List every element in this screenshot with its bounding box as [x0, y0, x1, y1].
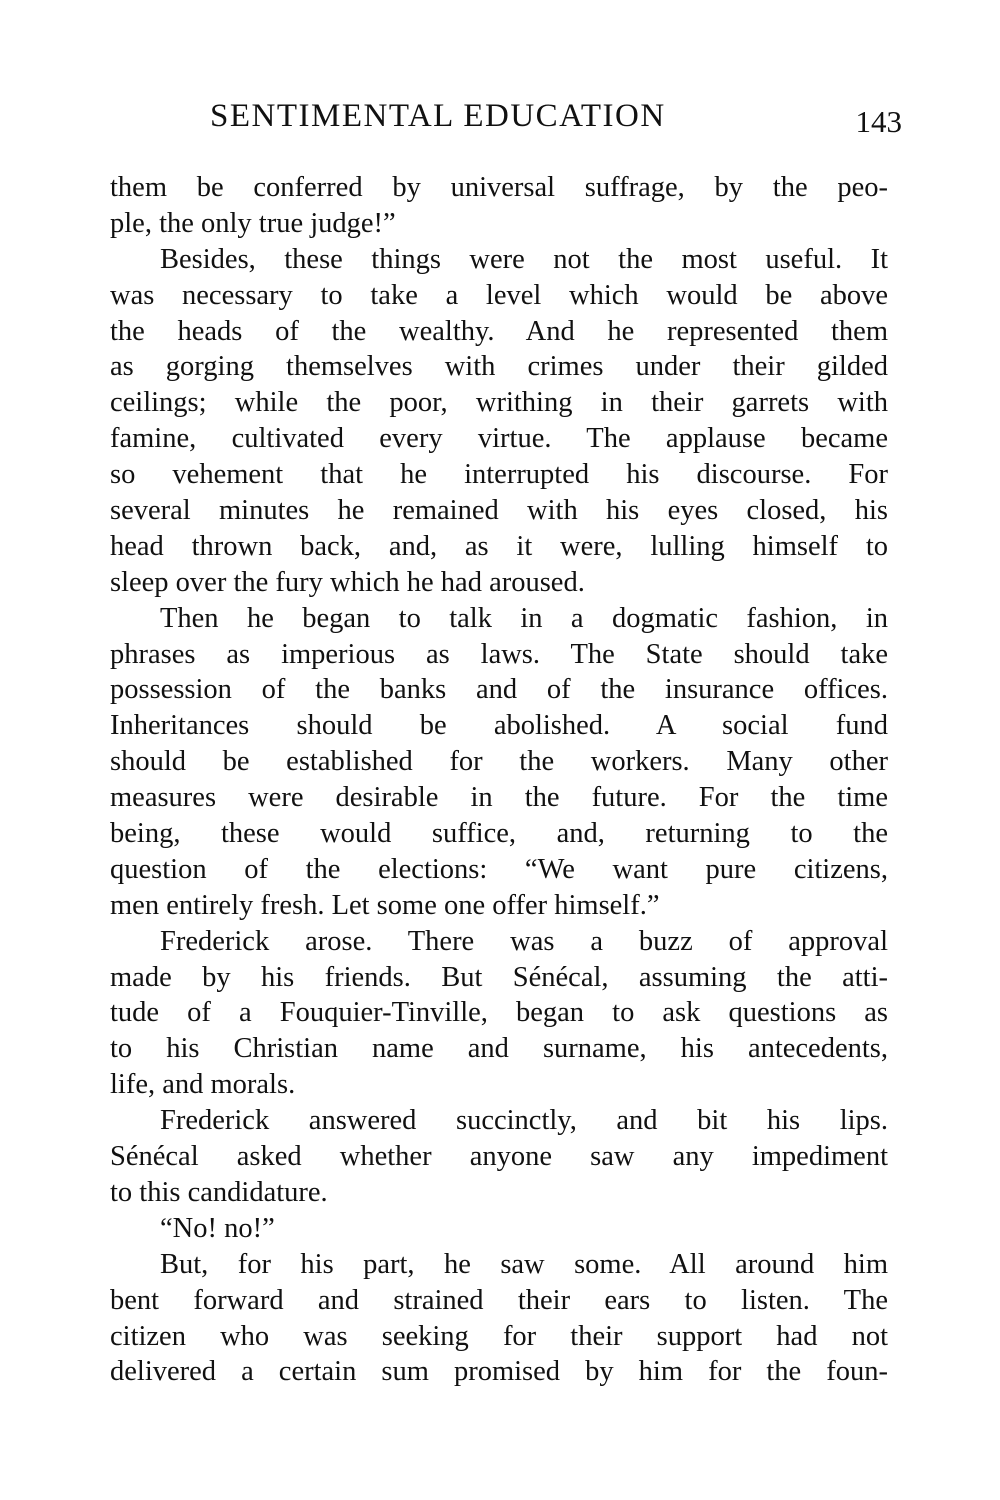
text-line: possession of the banks and of the insurance offices. — [110, 674, 888, 706]
text-line: measures were desirable in the future. For the time — [110, 782, 888, 814]
text-line: bent forward and strained their ears to listen. The — [110, 1284, 888, 1316]
text-line: men entirely fresh. Let some one offer himself.” — [110, 889, 660, 921]
text-line: Sénécal asked whether anyone saw any impediment — [110, 1141, 888, 1173]
text-line: “No! no!” — [160, 1212, 275, 1244]
text-line: question of the elections: “We want pure citizens, — [110, 853, 888, 885]
text-line: ple, the only true judge!” — [110, 207, 396, 239]
page-body-text — [110, 170, 888, 1390]
text-line: But, for his part, he saw some. All around him — [160, 1248, 888, 1280]
text-line: Frederick answered succinctly, and bit his lips. — [160, 1105, 888, 1137]
text-line: Then he began to talk in a dogmatic fashion, in — [160, 602, 888, 634]
text-line: should be established for the workers. Many other — [110, 746, 888, 778]
text-line: life, and morals. — [110, 1069, 296, 1101]
text-line: Inheritances should be abolished. A social fund — [110, 710, 888, 742]
running-title: SENTIMENTAL EDUCATION — [210, 98, 666, 134]
text-line: the heads of the wealthy. And he represented them — [110, 315, 888, 347]
text-line: so vehement that he interrupted his discourse. For — [110, 459, 888, 491]
text-line: them be conferred by universal suffrage, by the peo- — [110, 172, 888, 203]
text-line: phrases as imperious as laws. The State should take — [110, 638, 888, 670]
text-line: Frederick arose. There was a buzz of approval — [160, 925, 888, 957]
text-line: head thrown back, and, as it were, lulling himself to — [110, 530, 888, 562]
text-line: several minutes he remained with his eyes closed, his — [110, 495, 888, 527]
text-line: citizen who was seeking for their support had not — [110, 1320, 888, 1352]
text-line: as gorging themselves with crimes under their gilded — [110, 351, 888, 383]
text-line: ceilings; while the poor, writhing in their garrets with — [110, 387, 888, 419]
text-line: being, these would suffice, and, returning to the — [110, 818, 888, 850]
text-line: sleep over the fury which he had aroused. — [110, 566, 585, 598]
text-line: made by his friends. But Sénécal, assuming the atti- — [110, 961, 888, 993]
running-header — [210, 98, 900, 142]
text-line: to this candidature. — [110, 1176, 328, 1208]
text-line: famine, cultivated every virtue. The applause became — [110, 423, 888, 455]
text-line: tude of a Fouquier-Tinville, began to ask questions as — [110, 997, 888, 1029]
text-line: delivered a certain sum promised by him for the foun- — [110, 1356, 888, 1388]
text-line: was necessary to take a level which would be above — [110, 279, 888, 311]
text-line: to his Christian name and surname, his antecedents, — [110, 1033, 888, 1065]
page-number: 143 — [855, 104, 902, 139]
text-line: Besides, these things were not the most useful. It — [160, 243, 888, 275]
